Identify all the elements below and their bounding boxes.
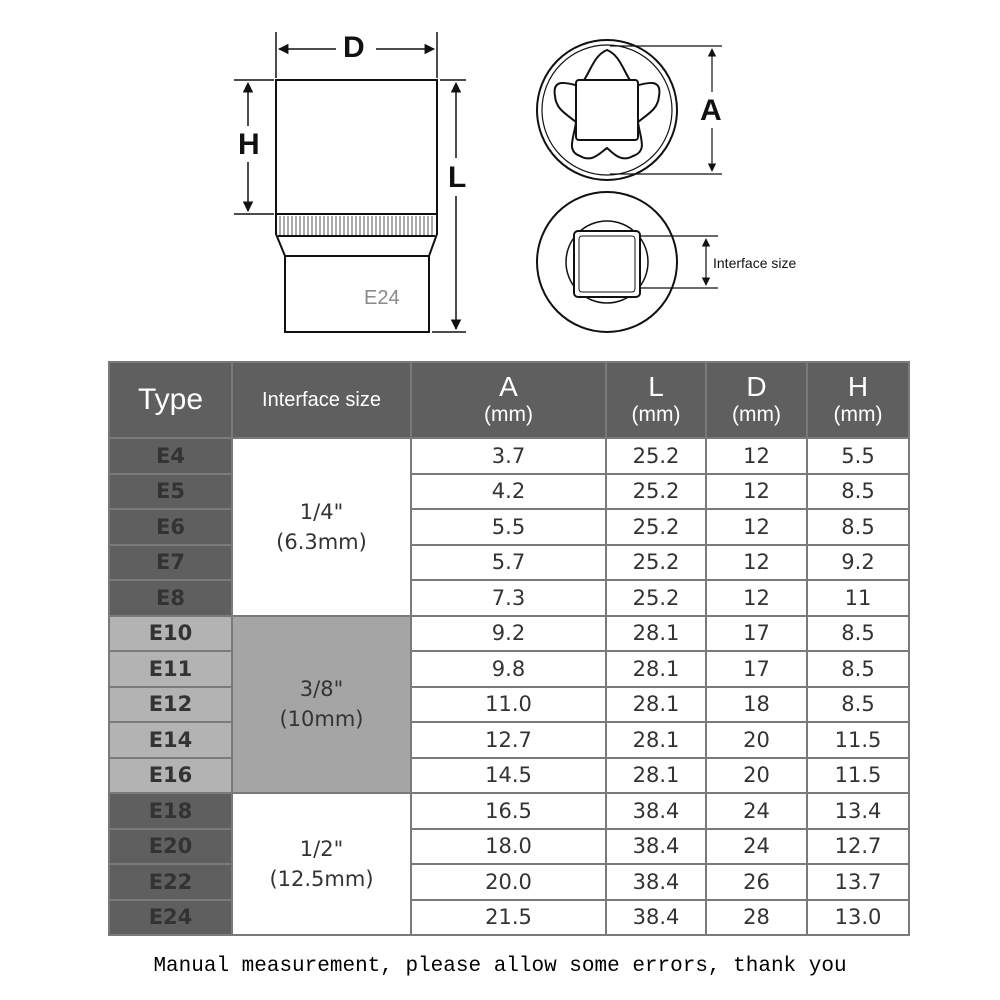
interface-fraction: 1/2" [299,837,344,861]
interface-fraction: 1/4" [299,499,344,524]
l-cell: 28.1 [606,651,706,687]
table-row [109,616,909,652]
type-cell: E7 [109,545,232,581]
type-cell: E8 [109,580,232,616]
type-cell: E11 [109,651,232,687]
header-l-symbol: L [648,371,664,402]
a-cell: 7.3 [411,580,606,616]
h-cell: 11.5 [807,722,909,758]
table-row [109,900,909,936]
interface-metric: (6.3mm) [276,529,367,554]
h-cell: 8.5 [807,474,909,510]
h-cell: 11 [807,580,909,616]
h-cell: 8.5 [807,509,909,545]
table-row [109,829,909,865]
d-cell: 18 [706,687,807,723]
l-cell: 38.4 [606,864,706,900]
table-header-row [109,362,909,438]
table-row [109,509,909,545]
type-cell: E22 [109,864,232,900]
d-cell: 12 [706,438,807,474]
table-row [109,438,909,474]
label-a: A [700,94,722,127]
type-cell: E14 [109,722,232,758]
interface-group-half-inch [232,793,411,935]
type-cell: E6 [109,509,232,545]
table-row [109,864,909,900]
h-cell: 8.5 [807,651,909,687]
measurement-note: Manual measurement, please allow some errors, thank you [153,955,847,978]
h-cell: 8.5 [807,687,909,723]
type-cell: E24 [109,900,232,936]
l-cell: 28.1 [606,722,706,758]
l-cell: 25.2 [606,545,706,581]
d-cell: 12 [706,509,807,545]
l-cell: 28.1 [606,616,706,652]
table-row [109,793,909,829]
spec-table [108,361,910,936]
header-a-unit: (mm) [484,403,533,426]
l-cell: 25.2 [606,438,706,474]
l-cell: 25.2 [606,509,706,545]
d-cell: 17 [706,616,807,652]
header-d-unit: (mm) [732,403,781,426]
h-cell: 12.7 [807,829,909,865]
a-cell: 18.0 [411,829,606,865]
socket-drawing [0,0,1000,360]
a-cell: 5.5 [411,509,606,545]
socket-bottom-view [537,192,677,332]
table-row [109,545,909,581]
l-cell: 25.2 [606,580,706,616]
socket-top-view [537,40,677,180]
d-cell: 26 [706,864,807,900]
d-cell: 12 [706,474,807,510]
type-cell: E18 [109,793,232,829]
d-cell: 20 [706,758,807,794]
l-cell: 28.1 [606,758,706,794]
l-cell: 38.4 [606,829,706,865]
l-cell: 25.2 [606,474,706,510]
d-cell: 28 [706,900,807,936]
header-h-unit: (mm) [833,403,883,426]
a-cell: 5.7 [411,545,606,581]
l-cell: 28.1 [606,687,706,723]
socket-model-label: E24 [364,287,400,309]
d-cell: 12 [706,545,807,581]
h-cell: 9.2 [807,545,909,581]
header-interface-size: Interface size [232,362,411,438]
table-row [109,651,909,687]
interface-size-label: Interface size [713,255,797,271]
a-cell: 4.2 [411,474,606,510]
type-cell: E10 [109,616,232,652]
table-row [109,580,909,616]
l-cell: 38.4 [606,900,706,936]
header-a-symbol: A [499,371,518,402]
d-cell: 20 [706,722,807,758]
interface-metric: (10mm) [279,707,364,732]
type-cell: E16 [109,758,232,794]
table-row [109,722,909,758]
header-h [807,362,909,438]
table-row [109,758,909,794]
interface-group-three-eighths-inch [232,616,411,794]
socket-diagram [0,0,1000,360]
header-h-symbol: H [847,371,869,402]
header-l [606,362,706,438]
d-cell: 17 [706,651,807,687]
table-row [109,474,909,510]
header-d [706,362,807,438]
h-cell: 13.7 [807,864,909,900]
a-cell: 14.5 [411,758,606,794]
a-cell: 21.5 [411,900,606,936]
header-a [411,362,606,438]
d-cell: 24 [706,793,807,829]
a-cell: 3.7 [411,438,606,474]
d-cell: 24 [706,829,807,865]
interface-fraction: 3/8" [299,677,344,702]
h-cell: 13.0 [807,900,909,936]
header-l-unit: (mm) [631,403,681,426]
h-cell: 13.4 [807,793,909,829]
socket-side-view [276,80,437,332]
d-cell: 12 [706,580,807,616]
l-cell: 38.4 [606,793,706,829]
label-d: D [343,31,365,64]
table-row [109,687,909,723]
a-cell: 20.0 [411,864,606,900]
interface-group-quarter-inch [232,438,411,616]
h-cell: 5.5 [807,438,909,474]
type-cell: E5 [109,474,232,510]
label-h: H [238,128,260,161]
h-cell: 8.5 [807,616,909,652]
a-cell: 11.0 [411,687,606,723]
interface-metric: (12.5mm) [269,867,374,891]
a-cell: 9.8 [411,651,606,687]
type-cell: E12 [109,687,232,723]
a-cell: 9.2 [411,616,606,652]
type-cell: E20 [109,829,232,865]
type-cell: E4 [109,438,232,474]
label-l: L [448,161,467,194]
h-cell: 11.5 [807,758,909,794]
header-type: Type [109,362,232,438]
a-cell: 12.7 [411,722,606,758]
a-cell: 16.5 [411,793,606,829]
header-d-symbol: D [746,371,767,402]
